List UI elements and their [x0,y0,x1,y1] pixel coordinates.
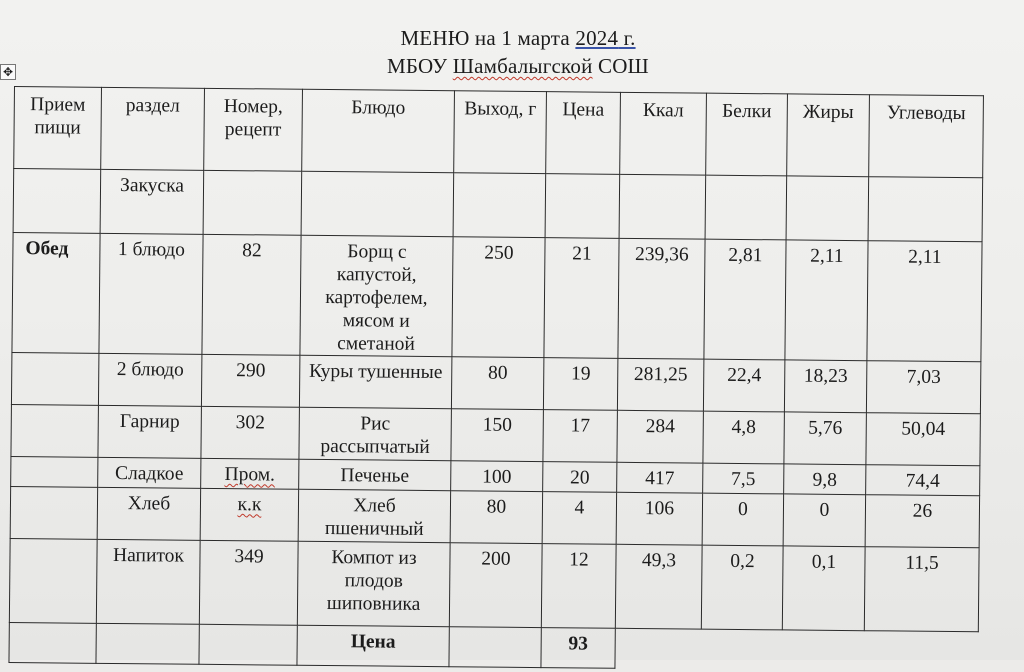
fat-cell: 18,23 [784,360,866,413]
dish-cell: Борщ с капустой, картофелем, мясом и сметаной [300,235,453,356]
dish-cell: Хлеб пшеничный [298,489,450,542]
fat-cell: 0,1 [782,546,865,631]
recipe-cell: Пром. [201,458,299,489]
kcal-cell: 417 [617,462,703,493]
price-cell: 21 [544,238,619,359]
protein-cell: 2,81 [704,239,786,360]
section-cell: 2 блюдо [98,353,201,406]
table-row [9,538,979,631]
section-cell: Напиток [96,539,200,624]
dish-cell: Куры тушенные [299,355,451,408]
menu-title: МЕНЮ на 1 марта 2024 г. [400,26,636,50]
protein-cell: 4,8 [703,411,784,464]
table-move-handle-icon[interactable]: ✥ [0,64,16,80]
protein-cell: 0 [702,493,783,546]
price-cell: 19 [543,358,617,411]
protein-cell: 22,4 [703,359,784,412]
total-row [9,622,978,671]
table-row [11,352,980,413]
kcal-cell: 239,36 [618,238,705,359]
recipe-cell: 290 [201,354,299,407]
section-cell: Гарнир [98,405,201,458]
fat-cell: 9,8 [784,464,866,495]
price-cell: 17 [543,410,617,463]
column-header: Ккал [620,92,707,175]
kcal-cell: 49,3 [615,544,702,629]
fat-cell: 2,11 [785,240,868,361]
section-cell: Хлеб [97,487,200,540]
menu-table [8,86,983,672]
price-cell: 12 [541,544,616,629]
table-header-row [14,87,984,178]
table-row [11,404,980,465]
column-header: Номер, рецепт [204,88,303,171]
column-header: Жиры [787,94,870,177]
carbs-cell: 11,5 [864,547,979,632]
carbs-cell: 7,03 [866,361,980,414]
weight-cell: 80 [451,357,543,410]
weight-cell: 150 [451,409,543,462]
kcal-cell: 284 [617,410,703,463]
recipe-cell: к.к [200,488,298,541]
protein-cell: 7,5 [703,463,784,494]
school-title: МБОУ Шамбалыгской СОШ [387,54,649,78]
column-header: Цена [546,92,621,175]
price-cell: 4 [542,492,616,545]
weight-cell: 80 [450,491,542,544]
school-name: Шамбалыгской [452,54,593,78]
fat-cell: 0 [783,494,865,547]
table-row [12,232,982,361]
kcal-cell: 281,25 [617,358,703,411]
fat-cell: 5,76 [784,412,866,465]
column-header: Блюдо [302,89,455,172]
dish-cell: Компот из плодов шиповника [297,541,450,626]
meal-cell: Обед [12,232,100,353]
weight-cell: 250 [452,237,545,358]
column-header: Белки [706,93,788,176]
weight-cell: 200 [449,543,542,628]
carbs-cell: 74,4 [866,465,980,496]
carbs-cell: 26 [865,495,979,548]
column-header: раздел [101,87,205,170]
menu-year: 2024 [575,26,619,50]
section-cell: 1 блюдо [99,233,203,354]
price-cell: 20 [543,462,617,493]
dish-cell: Печенье [299,459,451,490]
carbs-cell: 2,11 [867,241,982,362]
recipe-cell: 82 [202,234,301,355]
column-header: Углеводы [869,95,984,178]
dish-cell: Рис рассыпчатый [299,407,451,460]
protein-cell: 0,2 [701,545,783,630]
total-price: 93 [541,628,615,669]
carbs-cell: 50,04 [866,413,980,466]
section-cell: Закуска [100,169,204,234]
section-cell: Сладкое [98,457,201,488]
column-header: Прием пищи [14,87,102,170]
total-label: Цена [297,625,449,666]
recipe-cell: 302 [201,406,299,459]
table-row [10,486,979,547]
kcal-cell: 106 [616,492,702,545]
recipe-cell: 349 [199,540,298,625]
column-header: Выход, г [454,91,547,174]
weight-cell: 100 [451,461,543,492]
table-row [13,169,983,242]
